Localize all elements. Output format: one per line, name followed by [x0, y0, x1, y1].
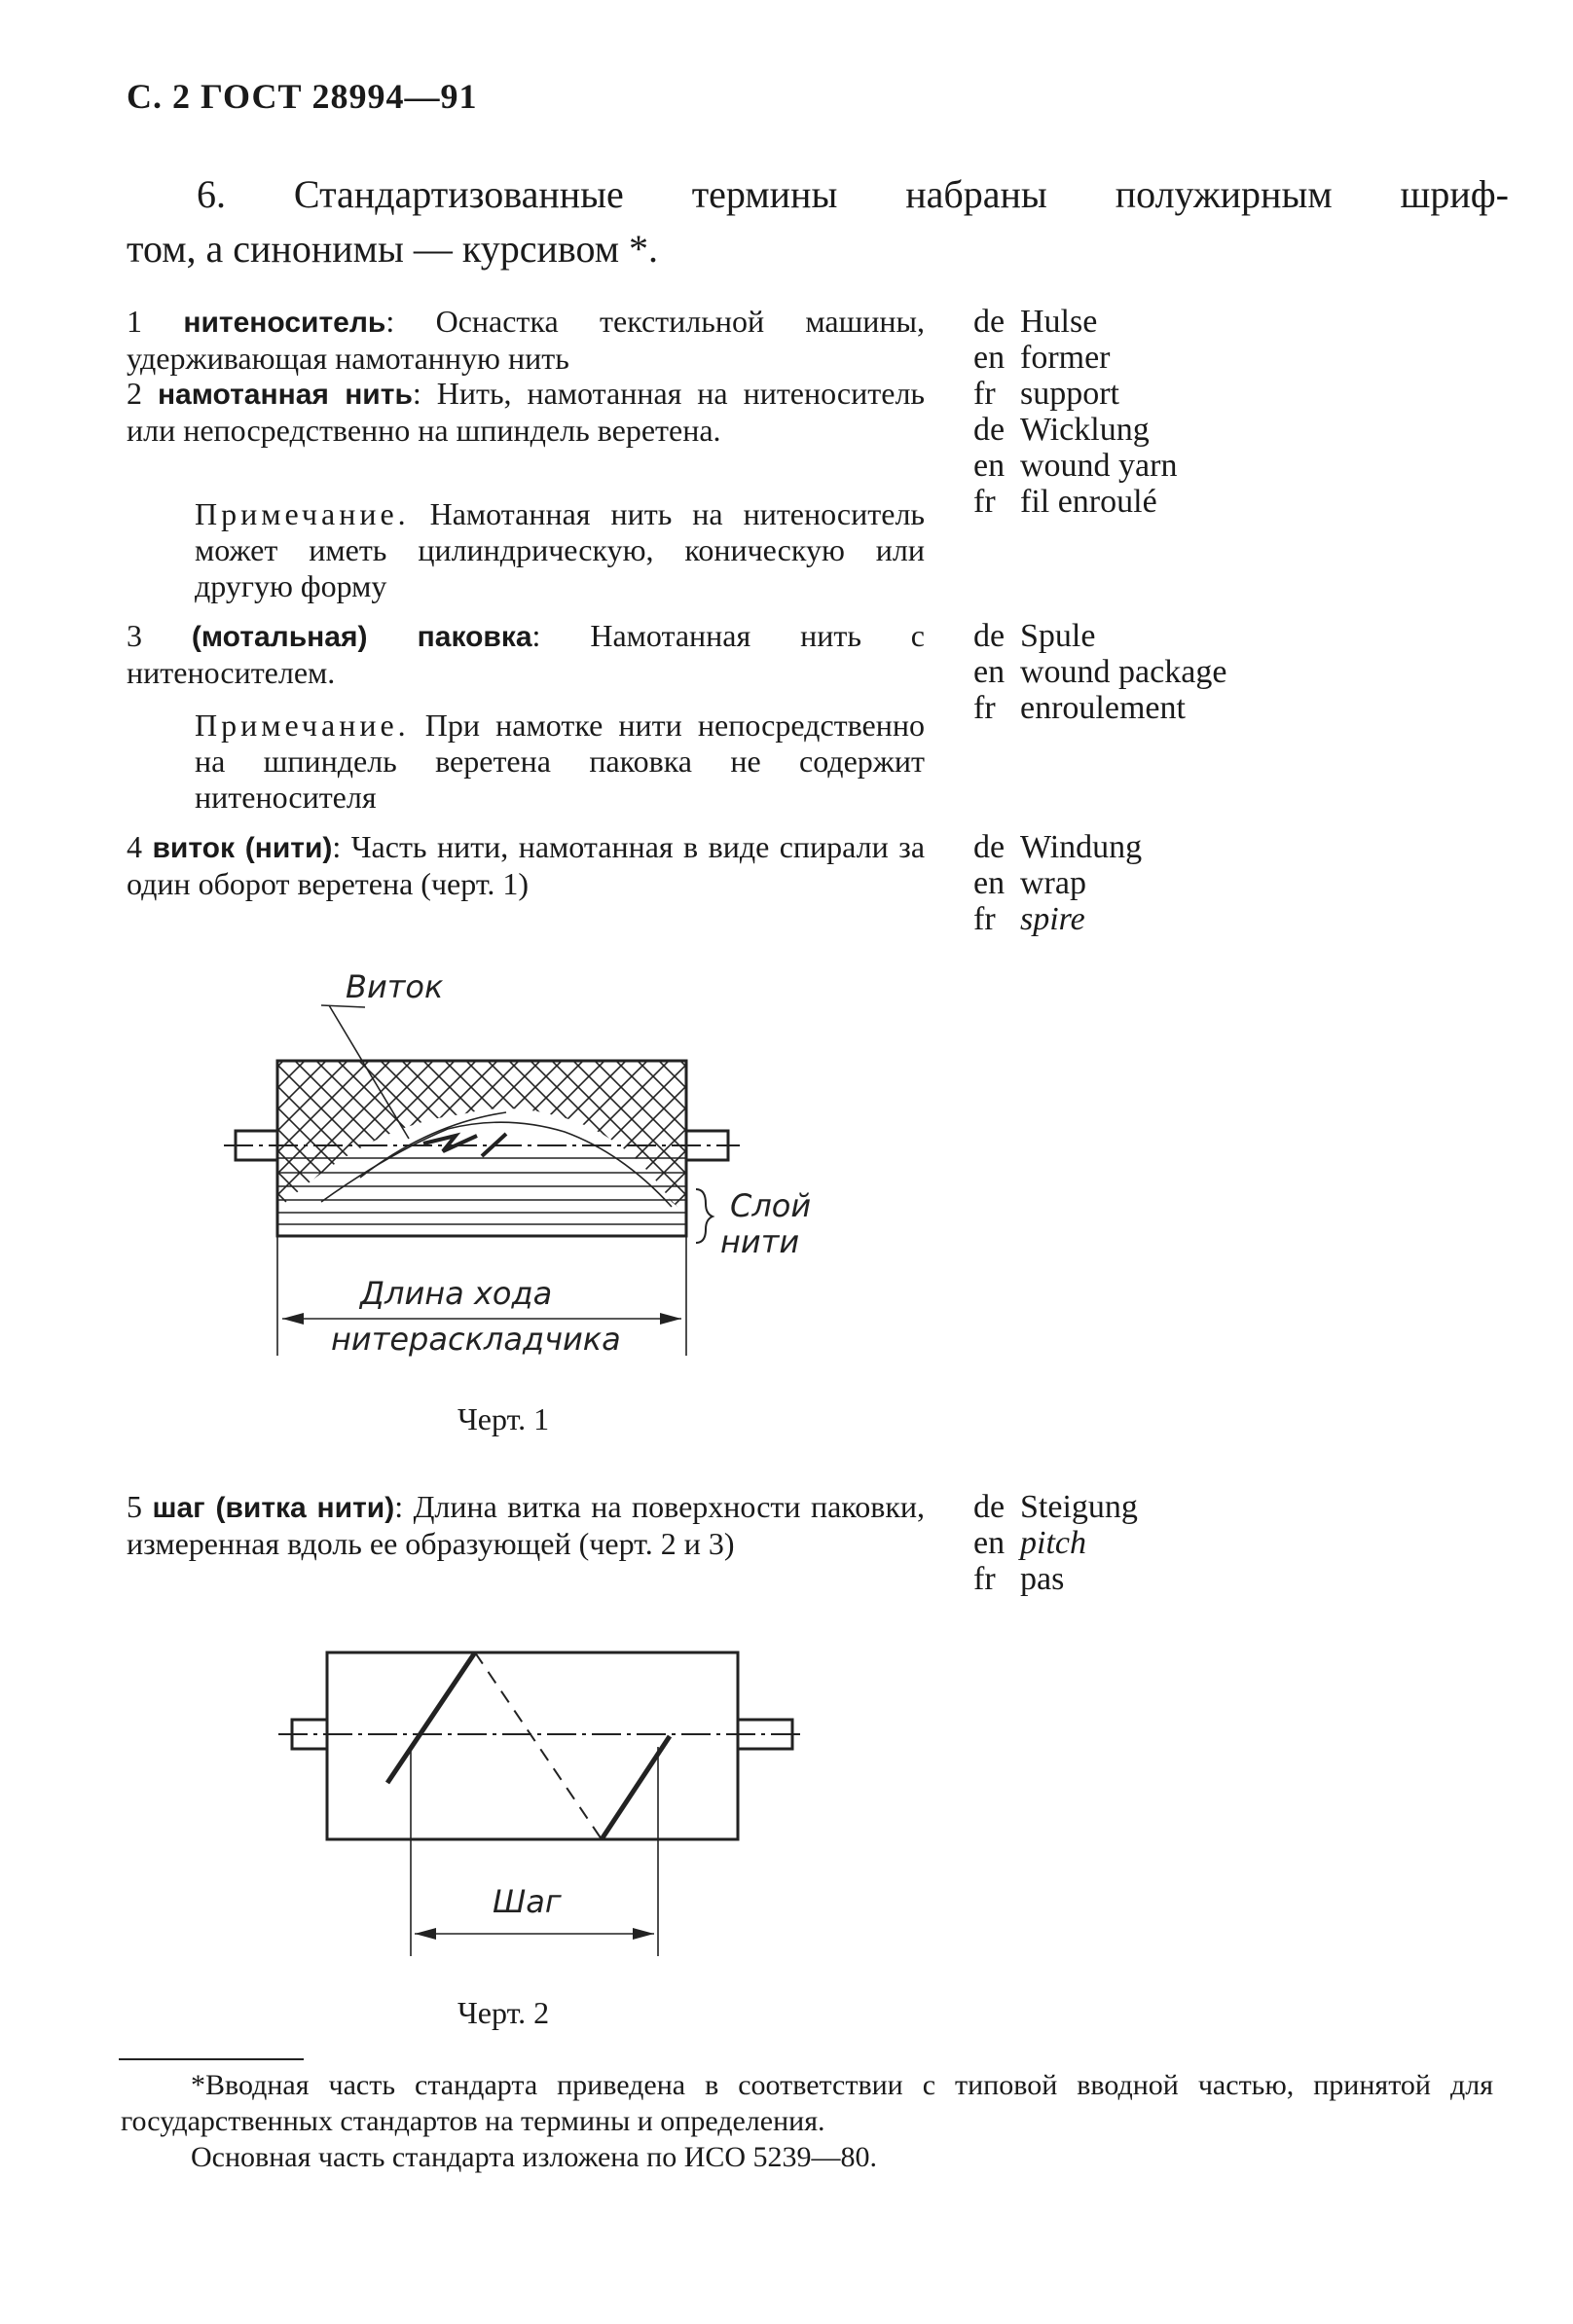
translation-fr: fr pas: [973, 1561, 1065, 1597]
note-label: Примечание.: [195, 496, 410, 531]
term-5-definition: Длина витка на поверхности паковки, измеренная вдоль ее образующей (черт. 2 и 3): [127, 1489, 926, 1561]
figure-1-label-length-2: нитераскладчика: [331, 1321, 621, 1358]
note-text: При намотке нити непосредственно на шпиндель веретена паковка не содержит нитеносителя: [195, 708, 926, 815]
translation-de: de Wicklung: [973, 412, 1150, 448]
figure-1-label-layer-1: Слой: [730, 1187, 812, 1224]
intro-line-2: том, а синонимы — курсивом *.: [127, 227, 659, 271]
intro-paragraph: [127, 167, 1509, 276]
note-label: Примечание.: [195, 708, 410, 743]
term-1: 1 нитеноситель: Оснастка текстильной машины, удерживающая намотанную нить: [127, 304, 926, 376]
term-3: 3 (мотальная) паковка: Намотанная нить с нитеносителем.: [127, 618, 926, 690]
term-5-translations: [973, 1489, 1138, 1597]
term-4-translations: [973, 829, 1142, 937]
footnote-rule: [119, 2058, 304, 2060]
term-2-note: [195, 496, 925, 604]
term-3-definition: Намотанная нить с нитеносителем.: [127, 618, 926, 690]
note-text: Намотанная нить на нитеноситель может иметь цилиндрическую, коническую или другую форму: [195, 496, 925, 603]
term-5: 5 шаг (витка нити): Длина витка на поверхности паковки, измеренная вдоль ее образующей (черт. 2 и 3): [127, 1489, 926, 1561]
figure-1-diagram: [214, 959, 837, 1367]
translation-en: en wound yarn: [973, 448, 1178, 484]
translation-de: de Windung: [973, 829, 1143, 865]
translation-fr: fr enroulement: [973, 690, 1186, 726]
term-3-translations: [973, 618, 1226, 726]
term-3-note: [195, 708, 925, 816]
translation-fr: fr fil enroulé: [973, 484, 1157, 520]
page-header: С. 2 ГОСТ 28994—91: [127, 77, 478, 116]
term-5-title: шаг (витка нити): [152, 1492, 395, 1524]
term-4-definition: Часть нити, намотанная в виде спирали за один оборот веретена (черт. 1): [127, 829, 926, 901]
term-1-definition: Оснастка текстильной машины, удерживающая намотанную нить: [127, 304, 926, 376]
figure-1-caption: Черт. 1: [457, 1401, 550, 1436]
figure-1-label-wrap: Виток: [346, 968, 444, 1005]
translation-en: en wrap: [973, 865, 1086, 901]
figure-2-caption: Черт. 2: [457, 1995, 550, 2030]
term-2-title: намотанная нить: [157, 379, 413, 411]
term-3-title: (мотальная) паковка: [191, 621, 532, 653]
term-4-title: виток (нити): [152, 832, 333, 864]
translation-fr: fr spire: [973, 901, 1085, 937]
footnote-1: *Вводная часть стандарта приведена в соответствии с типовой вводной частью, принятой для государственных стандартов на термины и определения.: [121, 2069, 1493, 2137]
footnote-2: Основная часть стандарта изложена по ИСО 5239—80.: [191, 2141, 878, 2173]
term-4: 4 виток (нити): Часть нити, намотанная в виде спирали за один оборот веретена (черт. 1): [127, 829, 926, 901]
figure-2-label-step: Шаг: [493, 1883, 562, 1920]
figure-1-label-length-1: Длина хода: [360, 1275, 553, 1312]
translation-en: en pitch: [973, 1525, 1086, 1561]
translation-en: en former: [973, 340, 1111, 376]
term-1-translations: [973, 304, 1119, 412]
figure-2-diagram: [273, 1635, 818, 1966]
translation-de: de Spule: [973, 618, 1096, 654]
intro-line-1: 6. Стандартизованные термины набраны полужирным шриф-: [197, 172, 1509, 216]
term-1-title: нитеноситель: [183, 307, 386, 339]
translation-en: en wound package: [973, 654, 1227, 690]
figure-1-label-layer-2: нити: [720, 1223, 800, 1260]
translation-fr: fr support: [973, 376, 1119, 412]
translation-de: de Steigung: [973, 1489, 1138, 1525]
term-2-translations: [973, 412, 1177, 520]
term-2-definition: Нить, намотанная на нитеноситель или непосредственно на шпиндель веретена.: [127, 376, 926, 448]
translation-de: de Hulse: [973, 304, 1098, 340]
term-2: 2 намотанная нить: Нить, намотанная на нитеноситель или непосредственно на шпиндель веретена.: [127, 376, 926, 448]
